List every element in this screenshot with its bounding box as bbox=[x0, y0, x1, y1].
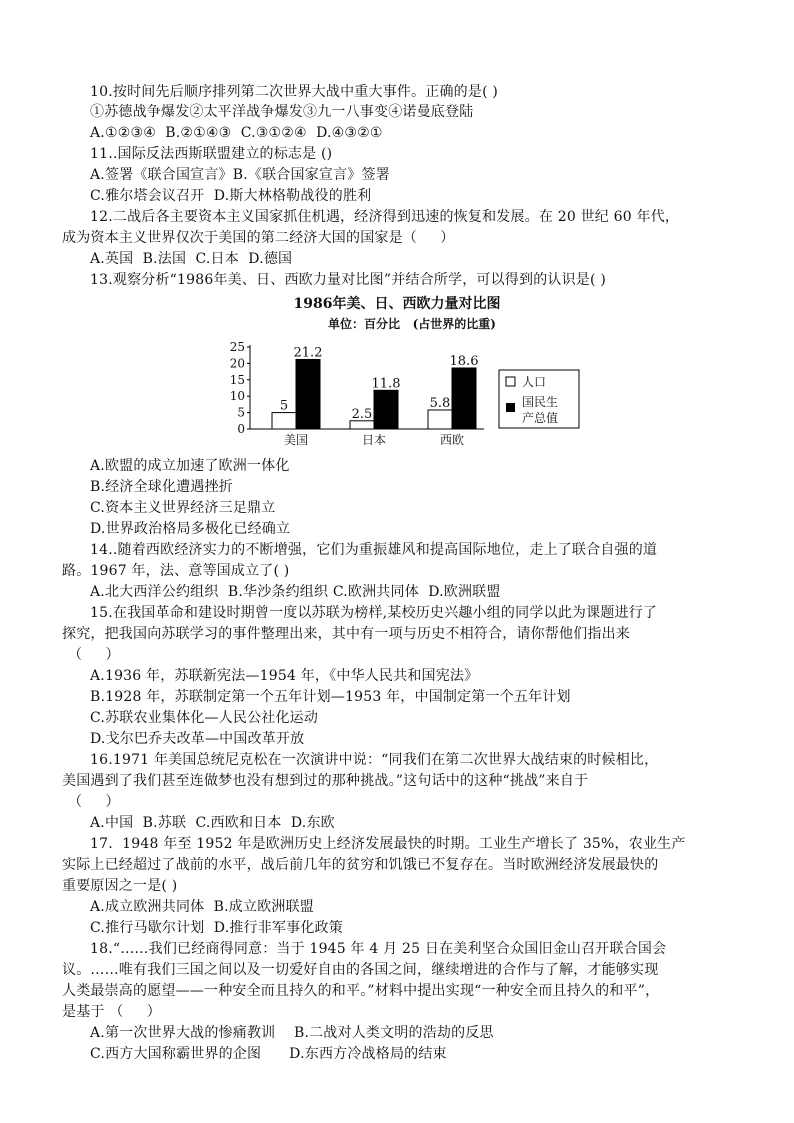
q12-options: A.英国 B.法国 C.日本 D.德国 bbox=[90, 251, 293, 267]
legend-label-gnp-line2: 产总值 bbox=[522, 411, 559, 425]
q18-stem-line2: 议。……唯有我们三国之间以及一切爱好自由的各国之间，继续增进的合作与了解，才能够实现 bbox=[62, 962, 659, 978]
q18-stem-line4: 是基于 （ ） bbox=[62, 1004, 161, 1020]
category-label: 西欧 bbox=[439, 433, 465, 447]
q17-options-cd: C.推行马歇尔计划 D.推行非军事化政策 bbox=[90, 920, 343, 936]
bar-value-label: 21.2 bbox=[293, 345, 323, 361]
q18-options-cd: C.西方大国称霸世界的企图 D.东西方冷战格局的结束 bbox=[90, 1046, 447, 1062]
bar-value-label: 5 bbox=[279, 398, 289, 414]
y-tick-label: 20 bbox=[229, 356, 245, 371]
bar-value-label: 11.8 bbox=[371, 376, 401, 392]
legend-label-gnp-line1: 国民生 bbox=[522, 395, 559, 409]
q14-stem-line1: 14..随着西欧经济实力的不断增强，它们为重振雄风和提高国际地位，走上了联合自强的道 bbox=[90, 542, 658, 558]
chart-subtitle: 单位：百分比 (占世界的比重) bbox=[328, 317, 496, 331]
legend-swatch-gnp bbox=[506, 403, 515, 412]
y-tick-label: 25 bbox=[229, 340, 245, 354]
legend-swatch-population bbox=[506, 377, 515, 386]
legend-label-population: 人口 bbox=[522, 375, 547, 389]
bar-value-label: 18.6 bbox=[449, 353, 479, 369]
q14-options: A.北大西洋公约组织 B.华沙条约组织 C.欧洲共同体 D.欧洲联盟 bbox=[90, 584, 501, 600]
q15-option-c: C.苏联农业集体化—人民公社化运动 bbox=[90, 710, 319, 726]
y-tick-label: 0 bbox=[237, 422, 245, 436]
q16-stem-line2: 美国遇到了我们甚至连做梦也没有想到过的那种挑战。”这句话中的这种“挑战”来自于 bbox=[62, 773, 589, 789]
bar-gnp bbox=[452, 368, 476, 429]
q11-options-ab: A.签署《联合国宣言》B.《联合国家宣言》签署 bbox=[90, 167, 390, 183]
q14-stem-line2: 路。1967 年，法、意等国成立了( ) bbox=[62, 563, 290, 579]
chart-plot-area bbox=[230, 340, 484, 447]
bar-value-label: 2.5 bbox=[351, 406, 373, 422]
bar-gnp bbox=[296, 359, 320, 429]
q17-stem-line2: 实际上已经超过了战前的水平，战后前几年的贫穷和饥饿已不复存在。当时欧洲经济发展最快的 bbox=[62, 857, 659, 873]
q17-stem-line3: 重要原因之一是( ) bbox=[62, 878, 178, 894]
category-label: 美国 bbox=[283, 433, 309, 447]
bar-gnp bbox=[374, 390, 398, 429]
chart-title: 1986年美、日、西欧力量对比图 bbox=[293, 296, 501, 312]
q15-option-d: D.戈尔巴乔夫改革—中国改革开放 bbox=[90, 731, 305, 747]
q13-option-a: A.欧盟的成立加速了欧洲一体化 bbox=[90, 458, 290, 474]
q11-stem: 11..国际反法西斯联盟建立的标志是 () bbox=[90, 146, 333, 162]
q18-stem-line1: 18.“……我们已经商得同意：当于 1945 年 4 月 25 日在美利坚合众国旧金山召开联合国会 bbox=[90, 941, 667, 957]
y-tick-label: 10 bbox=[229, 389, 245, 404]
q15-option-a: A.1936 年，苏联新宪法—1954 年，《中华人民共和国宪法》 bbox=[90, 668, 479, 684]
q15-option-b: B.1928 年，苏联制定第一个五年计划—1953 年，中国制定第一个五年计划 bbox=[90, 689, 571, 705]
q17-stem-line1: 17. 1948 年至 1952 年是欧洲历史上经济发展最快的时期。工业生产增长了 35%，农业生产 bbox=[90, 836, 686, 852]
q16-stem-line1: 16.1971 年美国总统尼克松在一次演讲中说：“同我们在第二次世界大战结束的时候相比， bbox=[90, 752, 659, 768]
power-comparison-chart bbox=[222, 292, 622, 452]
q15-stem-line3: （ ） bbox=[68, 647, 120, 663]
y-tick-label: 5 bbox=[237, 405, 245, 420]
q11-options-cd: C.雅尔塔会议召开 D.斯大林格勒战役的胜利 bbox=[90, 188, 372, 204]
q15-stem-line1: 15.在我国革命和建设时期曾一度以苏联为榜样,某校历史兴趣小组的同学以此为课题进行了 bbox=[90, 605, 658, 621]
q10-stem: 10.按时间先后顺序排列第二次世界大战中重大事件。正确的是( ) bbox=[90, 84, 499, 100]
q13-stem: 13.观察分析“1986年美、日、西欧力量对比图”并结合所学，可以得到的认识是( ) bbox=[90, 272, 606, 288]
q18-stem-line3: 人类最崇高的愿望——一种安全而且持久的和平。”材料中提出实现“一种安全而且持久的和平”， bbox=[62, 983, 660, 999]
q18-options-ab: A.第一次世界大战的惨痛教训 B.二战对人类文明的浩劫的反思 bbox=[90, 1025, 494, 1041]
bar-population bbox=[350, 421, 374, 429]
bar-value-label: 5.8 bbox=[429, 395, 451, 411]
q13-option-b: B.经济全球化遭遇挫折 bbox=[90, 479, 233, 495]
bar-population bbox=[272, 413, 296, 429]
q10-events: ①苏德战争爆发②太平洋战争爆发③九一八事变④诺曼底登陆 bbox=[90, 104, 474, 120]
category-label: 日本 bbox=[361, 433, 387, 447]
q16-stem-line3: （ ） bbox=[68, 794, 120, 810]
q12-stem-line1: 12.二战后各主要资本主义国家抓住机遇，经济得到迅速的恢复和发展。在 20 世纪 60 年代， bbox=[90, 209, 680, 225]
q13-option-c: C.资本主义世界经济三足鼎立 bbox=[90, 500, 276, 516]
bar-population bbox=[428, 410, 452, 429]
q10-options: A.①②③④ B.②①④③ C.③①②④ D.④③②① bbox=[90, 125, 383, 141]
q15-stem-line2: 探究，把我国向苏联学习的事件整理出来，其中有一项与历史不相符合，请你帮他们指出来 bbox=[62, 626, 630, 642]
q16-options: A.中国 B.苏联 C.西欧和日本 D.东欧 bbox=[90, 815, 335, 831]
chart-legend bbox=[499, 370, 579, 428]
q13-option-d: D.世界政治格局多极化已经确立 bbox=[90, 521, 291, 537]
q12-stem-line2: 成为资本主义世界仅次于美国的第二经济大国的国家是（ ） bbox=[62, 230, 455, 246]
q17-options-ab: A.成立欧洲共同体 B.成立欧洲联盟 bbox=[90, 899, 314, 915]
y-tick-label: 15 bbox=[229, 372, 245, 387]
